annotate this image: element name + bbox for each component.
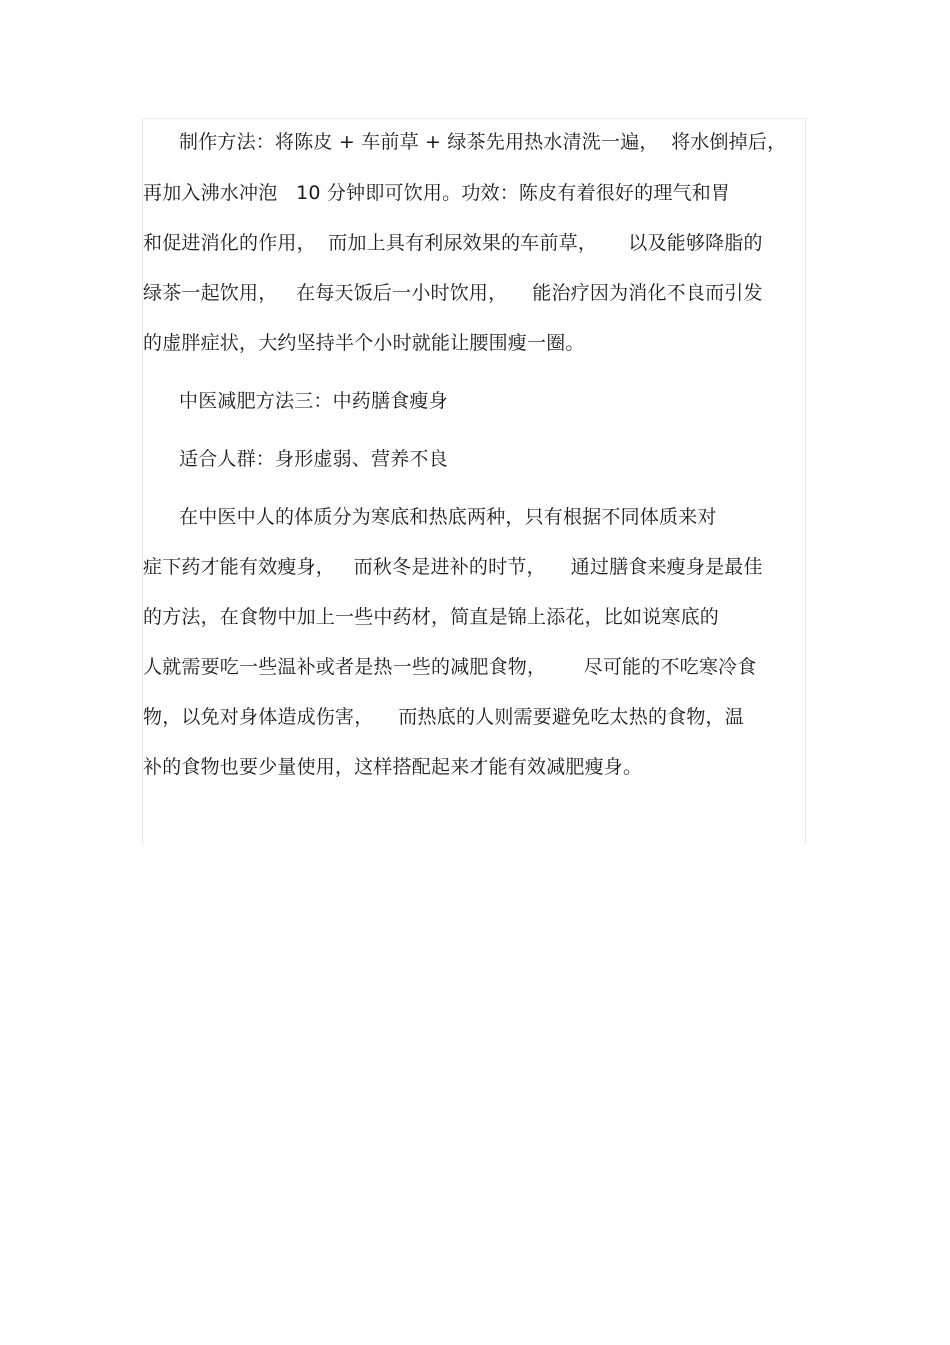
text-line: 绿茶一起饮用， 在每天饭后一小时饮用， 能治疗因为消化不良而引发 [143,282,763,304]
text-line: 的方法，在食物中加上一些中药材，简直是锦上添花，比如说寒底的 [143,606,720,628]
text-line: 再加入沸水冲泡 10 分钟即可饮用。功效：陈皮有着很好的理气和胃 [143,182,731,204]
document-page [142,118,806,844]
text-line: 和促进消化的作用， 而加上具有利尿效果的车前草， 以及能够降脂的 [143,232,763,254]
text-line: 适合人群：身形虚弱、营养不良 [179,448,448,470]
text-line: 物，以免对身体造成伤害， 而热底的人则需要避免吃太热的食物，温 [143,706,744,728]
text-line: 症下药才能有效瘦身， 而秋冬是进补的时节， 通过膳食来瘦身是最佳 [143,556,763,578]
text-line: 补的食物也要少量使用，这样搭配起来才能有效减肥瘦身。 [143,756,643,778]
text-line: 在中医中人的体质分为寒底和热底两种，只有根据不同体质来对 [179,506,717,528]
text-line: 人就需要吃一些温补或者是热一些的减肥食物， 尽可能的不吃寒冷食 [143,656,757,678]
section-heading: 中医减肥方法三：中药膳食瘦身 [179,390,448,412]
text-line: 制作方法：将陈皮 + 车前草 + 绿茶先用热水清洗一遍， 将水倒掉后， [179,131,787,153]
text-line: 的虚胖症状，大约坚持半个小时就能让腰围瘦一圈。 [143,332,585,354]
